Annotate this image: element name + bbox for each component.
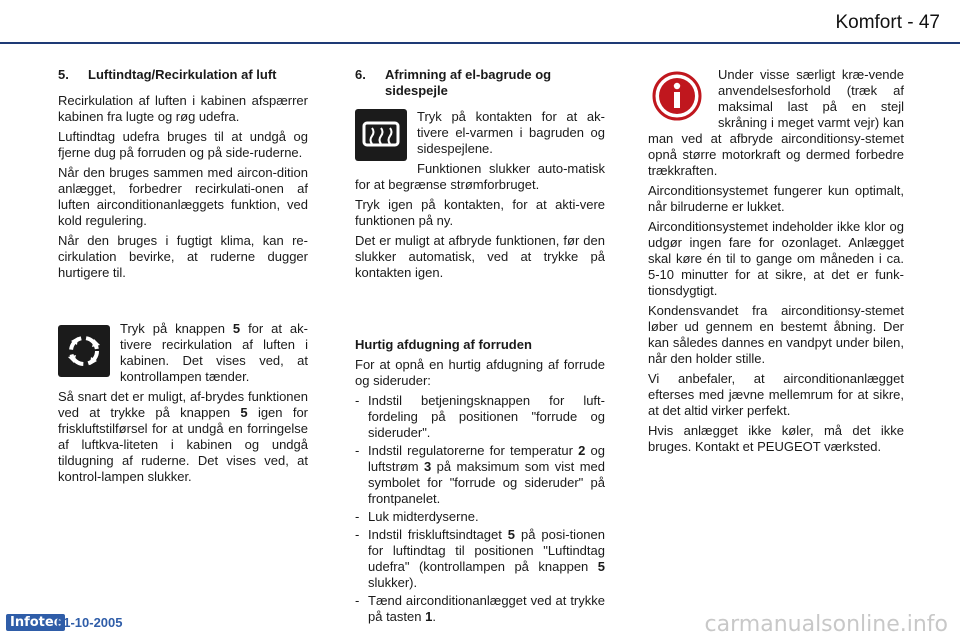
watermark: carmanualsonline.info: [704, 612, 948, 637]
footer-date: 01-10-2005: [56, 615, 123, 630]
recirculation-icon: [58, 325, 110, 377]
info-paragraph: Vi anbefaler, at airconditionanlægget efterses med jævne mellemrum for at sikre, at det altid virker perfekt.: [648, 371, 904, 418]
page-footer: [0, 612, 960, 637]
section-6-title: Afrimning af el-bagrude og sidespejle: [385, 67, 552, 98]
rear-defrost-icon: [355, 109, 407, 161]
info-warning-icon: [648, 69, 706, 123]
column-middle: [355, 67, 605, 627]
info-paragraph: Airconditionsystemet indeholder ikke klor og udgør ingen fare for ozonlaget. Anlægget skal køre én til to gange om måneden i ca. 5-10 minutter for at sikre, at det er funk-tionsdygtigt.: [648, 219, 904, 298]
list-item: - Tænd airconditionanlægget ved at trykke på tasten 1.: [355, 593, 605, 625]
page-header: [0, 0, 960, 42]
list-item: - Luk midterdyserne.: [355, 509, 605, 525]
section-6-paragraph: Tryk på kontakten for at ak-tivere el-varmen i bagruden og sidespejlene.: [417, 109, 605, 156]
quick-defog-steps: [355, 393, 605, 625]
list-item: - Indstil friskluftsindtaget 5 på posi-tionen for luftindtag til positionen "Luftindtag udefra" (kontrollampen på knappen 5 slukker).: [355, 527, 605, 591]
column-right: [648, 67, 904, 459]
info-paragraph: Kondensvandet fra airconditionsy-stemet løber ud gennem en bestemt åbning. Der kan således dannes en vandpyt under bilen, når den holder stille.: [648, 303, 904, 366]
recirculation-tip: Så snart det er muligt, af-brydes funktionen ved at trykke på knappen 5 igen for friskluftstilførsel for at undgå en forringelse af luftkva-liteten i kabinen og undgå tildugning af ruderne. Det vises ved, at kontrol-lampen slukker.: [58, 389, 308, 484]
info-paragraph: Under visse særligt kræ-vende anvendelsesforhold (træk af maksimal last på en stejl skråning i meget varmt vejr) kan man ved at afbryde airconditionsy-stemet opnå større motorkraft og dermed forbedre trækkraften.: [648, 67, 904, 178]
section-6-heading: [355, 67, 605, 99]
section-6-paragraph: Funktionen slukker auto-matisk for at begrænse strømforbruget.: [355, 161, 605, 192]
quick-defog-intro: For at opnå en hurtig afdugning af forrude og sideruder:: [355, 357, 605, 388]
page-title: Komfort - 47: [835, 12, 940, 33]
section-5-number: 5.: [58, 67, 69, 82]
info-paragraph: Airconditionsystemet fungerer kun optimalt, når bilruderne er lukket.: [648, 183, 904, 214]
info-paragraph: Hvis anlægget ikke køler, må det ikke bruges. Kontakt et PEUGEOT værksted.: [648, 423, 904, 454]
section-5-title: Luftindtag/Recirkulation af luft: [88, 67, 277, 82]
section-5-heading: [58, 67, 308, 83]
section-5-paragraph: Recirkulation af luften i kabinen afspærrer kabinen fra lugte og røg udefra.: [58, 93, 308, 124]
section-6-paragraph: Tryk igen på kontakten, for at akti-vere funktionen på ny.: [355, 197, 605, 228]
quick-defog-title: Hurtig afdugning af forruden: [355, 337, 532, 352]
section-5-paragraph: Når den bruges i fugtigt klima, kan re-cirkulation bevirke, at ruderne dugger hurtigere til.: [58, 233, 308, 280]
section-6-paragraph: Det er muligt at afbryde funktionen, før den slukker automatisk, ved at trykke på kontakten igen.: [355, 233, 605, 280]
infotec-badge: Infotec: [6, 614, 65, 631]
column-left: [58, 67, 308, 489]
recirculation-tip: Tryk på knappen 5 for at ak-tivere recirkulation af luften i kabinen. Det vises ved, at kontrollampen tænder.: [120, 321, 308, 384]
header-divider: [0, 42, 960, 44]
section-5-paragraph: Når den bruges sammen med aircon-dition anlægget, forbedrer recirkulati-onen af luften airconditionanlæggets funktion, ved kold regulering.: [58, 165, 308, 228]
section-5-paragraph: Luftindtag udefra bruges til at undgå og fjerne dug på forruden og på side-ruderne.: [58, 129, 308, 160]
section-6-number: 6.: [355, 67, 366, 82]
list-item: - Indstil regulatorerne for temperatur 2 og luftstrøm 3 på maksimum som vist med symbolet for "forrude og sideruder" på frontpanelet.: [355, 443, 605, 507]
list-item: - Indstil betjeningsknappen for luft-fordeling på positionen "forrude og sideruder".: [355, 393, 605, 441]
